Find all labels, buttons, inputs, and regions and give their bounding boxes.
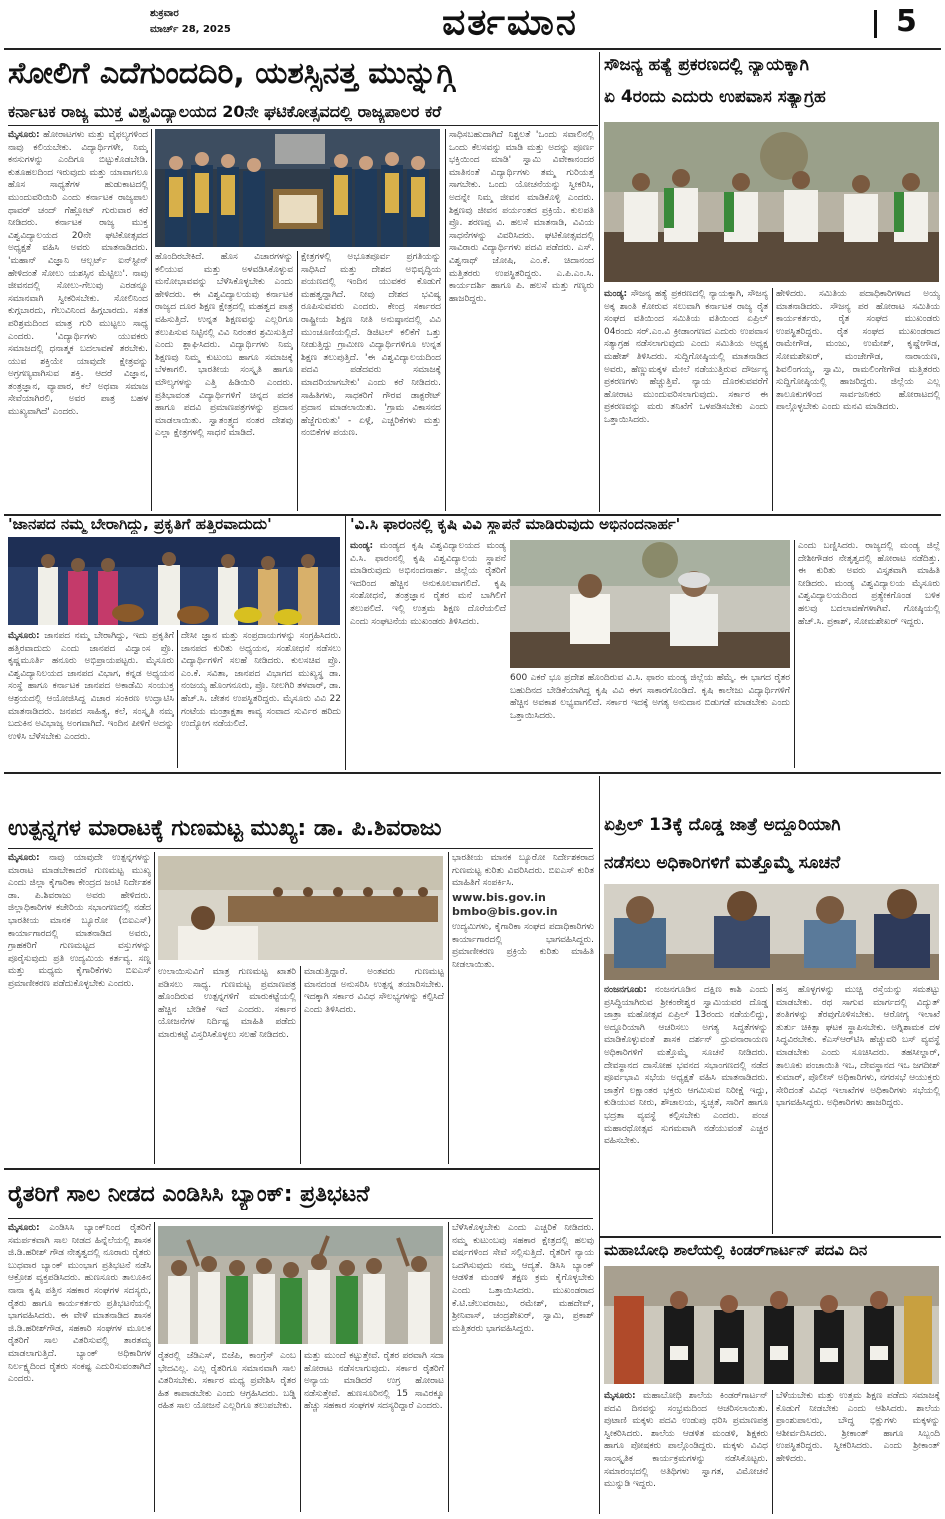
story1-col4 — [449, 129, 594, 511]
story1-subhead: ಕರ್ನಾಟಕ ರಾಜ್ಯ ಮುಕ್ತ ವಿಶ್ವವಿದ್ಯಾಲಯದ 20ನೇ ಘಟಿಕೋತ್ಸವದಲ್ಲಿ ರಾಜ್ಯಪಾಲರ ಕರೆ — [8, 102, 442, 121]
story1-divider-2 — [297, 251, 298, 511]
story5-col4-text: ಭಾರತೀಯ ಮಾನಕ ಬ್ಯೂರೋ ನಿರ್ದೇಶಕರಾದ ಗುಣಮಟ್ಟ ಕುರಿತು ವಿವರಿಸಿದರು. ಬಿಐಎಸ್ ಕುರಿತ ಮಾಹಿತಿಗೆ ಸಂಪರ್ಕಿಸಿ. — [452, 853, 594, 889]
story7-headline: ರೈತರಿಗೆ ಸಾಲ ನೀಡದ ಎಂಡಿಸಿಸಿ ಬ್ಯಾಂಕ್: ಪ್ರತಿಭಟನೆ — [8, 1182, 370, 1207]
story1-col3 — [301, 251, 441, 511]
story5-col2-text: ಉಲಾಯಿಸುವಿಗೆ ಮಾತ್ರ ಗುಣಮಟ್ಟ ಖಾತರಿ ಪಡಿಸಲು ಸಾಧ್ಯ. ಗುಣಮಟ್ಟ ಪ್ರಮಾಣಪತ್ರ ಹೊಂದಿರುವ ಉತ್ಪನ್ನಗಳಿಗೆ ಮಾರುಕಟ್ಟೆಯಲ್ಲಿ ಹೆಚ್ಚಿನ ಬೇಡಿಕೆ ಇದೆ ಎಂದರು. ಸರ್ಕಾರ ಯೋಜನೆಗಳ ನಿರ್ದಿಷ್ಟ ಮಾಹಿತಿ ಪಡೆದು ಮಾರುಕಟ್ಟೆ ವಿಸ್ತರಿಸಿಕೊಳ್ಳಲು ಸಲಹೆ ನೀಡಿದರು. — [158, 967, 296, 1040]
story4-col-right-text: ಎಂದು ಬಣ್ಣಿಸಿದರು. ರಾಜ್ಯದಲ್ಲಿ ಮಂಡ್ಯ ಜಿಲ್ಲೆ ದೇಶೀಗೌಡರ ನೇತೃತ್ವದಲ್ಲಿ ಹೋರಾಟ ನಡೆದಿತ್ತು. ಈ ಕುರಿತು ಅವರು ವಿಸ್ತೃತವಾಗಿ ಮಾಹಿತಿ ನೀಡಿದರು. ಮಂಡ್ಯ ವಿಶ್ವವಿದ್ಯಾಲಯ ಮೈಸೂರು ವಿಶ್ವವಿದ್ಯಾಲಯದಿಂದ ಪ್ರತ್ಯೇಕಗೊಂಡ ಬಳಿಕ ಹಲವು ಬದಲಾವಣೆಗಳಾಗಿವೆ. ಗೋಷ್ಠಿಯಲ್ಲಿ ಹೆಚ್.ಸಿ. ಪ್ರಕಾಶ್, ಸೋಮಶೇಖರ್ ಇದ್ದರು. — [798, 541, 940, 627]
story7-col1-text: ಎಂಡಿಸಿಸಿ ಬ್ಯಾಂಕ್‌ನಿಂದ ರೈತರಿಗೆ ಸಮರ್ಪಕವಾಗಿ ಸಾಲ ನೀಡದ ಹಿನ್ನೆಲೆಯಲ್ಲಿ ಶಾಸಕ ಜಿ.ಡಿ.ಹರೀಶ್ ಗೌಡ ನೇತೃತ್ವದಲ್ಲಿ ನೂರಾರು ರೈತರು ಬುಧವಾರ ಬ್ಯಾಂಕ್ ಮುಂಭಾಗ ಪ್ರತಿಭಟನೆ ನಡೆಸಿ ಆಕ್ರೋಶ ವ್ಯಕ್ತಪಡಿಸಿದರು. ಹುಣಸೂರು ತಾಲೂಕಿನ ನಾನಾ ಕೃಷಿ ಪತ್ತಿನ ಸಹಕಾರ ಸಂಘಗಳ ಸದಸ್ಯರು, ರೈತರು ಹಾಗೂ ಕಾರ್ಯಕರ್ತರು ಪ್ರತಿಭಟನೆಯಲ್ಲಿ ಭಾಗವಹಿಸಿದರು. ಈ ವೇಳೆ ಮಾತನಾಡಿದ ಶಾಸಕ ಜಿ.ಡಿ.ಹರೀಶ್‌ಗೌಡ, ಸಹಕಾರಿ ಸಂಘಗಳ ಮೂಲಕ ರೈತರಿಗೆ ಸಾಲ ವಿತರಿಸುವಲ್ಲಿ ತಾರತಮ್ಯ ಮಾಡಲಾಗುತ್ತಿದೆ. ಬ್ಯಾಂಕ್ ಅಧಿಕಾರಿಗಳ ನಿರ್ಲಕ್ಷ್ಯದಿಂದ ರೈತರು ಸಂಕಷ್ಟ ಎದುರಿಸುವಂತಾಗಿದೆ ಎಂದರು. — [8, 1223, 151, 1385]
kindergarten-photo — [604, 1266, 939, 1384]
header-date: ಮಾರ್ಚ್ 28, 2025 — [150, 24, 231, 35]
story7-dateline: ಮೈಸೂರು: — [8, 1223, 40, 1233]
protest-meeting-photo — [604, 122, 939, 282]
bis-workshop-photo-art — [158, 856, 443, 960]
story5-col4 — [452, 852, 594, 1164]
story8-divider — [772, 1390, 773, 1514]
story5-divider-1 — [154, 852, 155, 1164]
header-day: ಶುಕ್ರವಾರ — [150, 8, 179, 19]
story7-col3-text: ಮತ್ತು ಮುಂದೆ ಕಟ್ಟುತ್ತೇವೆ. ರೈತರ ಪರವಾಗಿ ಸದಾ ಹೋರಾಟ ನಡೆಸಲಾಗುವುದು. ಸರ್ಕಾರ ರೈತರಿಗೆ ಅನ್ಯಾಯ ಮಾಡಿದರೆ ಉಗ್ರ ಹೋರಾಟ ನಡೆಸುತ್ತೇವೆ. ಹುಣಸೂರಿನಲ್ಲಿ 15 ಸಾವಿರಕ್ಕೂ ಹೆಚ್ಚು ಸಹಕಾರ ಸಂಘಗಳ ಸದಸ್ಯರಿದ್ದಾರೆ ಎಂದರು. — [304, 1351, 444, 1412]
story5-dateline: ಮೈಸೂರು: — [8, 853, 40, 863]
story2-divider — [772, 288, 773, 511]
story8-headline: ಮಹಾಬೋಧಿ ಶಾಲೆಯಲ್ಲಿ ಕಿಂಡರ್‌ಗಾರ್ಟನ್ ಪದವಿ ದಿನ — [604, 1241, 868, 1259]
right-column-rule-mid — [599, 776, 600, 1236]
story1-col1 — [8, 129, 148, 511]
story2-headline-line1: ಸೌಜನ್ಯ ಹತ್ಯೆ ಪ್ರಕರಣದಲ್ಲಿ ನ್ಯಾಯಕ್ಕಾಗಿ — [604, 55, 809, 75]
story5-divider-3 — [448, 852, 449, 1164]
story8-col2 — [776, 1390, 940, 1514]
story1-col4-text: ಸಾಧಿಸಬಹುದಾಗಿದೆ ನಿಶ್ಚಲತೆ 'ಒಂದು ಸವಾಲಿನಲ್ಲಿ ಒಂದು ಕೆಲಸವನ್ನು ಮಾಡಿ ಮತ್ತು ಅದನ್ನು ಪೂರ್ಣ ಭಕ್ತಿಯಿಂದ ಮಾಡಿ' ಸ್ವಾಮಿ ವಿವೇಕಾನಂದರ ಮಾತಿನಂತೆ ವಿದ್ಯಾರ್ಥಿಗಳು ತಮ್ಮ ಗುರಿಯತ್ತ ಸಾಗಬೇಕು. ಒಂದು ಯೋಚನೆಯನ್ನು ಸ್ವೀಕರಿಸಿ, ಅದನ್ನೇ ನಿಮ್ಮ ಜೀವನ ಮಾಡಿಕೊಳ್ಳಿ ಎಂದರು. ಶಿಕ್ಷಣವು ಜೀವನ ಪರ್ಯಂತದ ಪ್ರಕ್ರಿಯೆ. ಕುಲಪತಿ ಪ್ರೊ. ಶರಣಪ್ಪ ವಿ. ಹಲಸೆ ಮಾತನಾಡಿ, ವಿವಿಯ ಸಾಧನೆಗಳನ್ನು ವಿವರಿಸಿದರು. ಘಟಿಕೋತ್ಸವದಲ್ಲಿ ಸಾವಿರಾರು ವಿದ್ಯಾರ್ಥಿಗಳು ಪದವಿ ಪಡೆದರು. ಎಸ್. ವಿಶ್ವನಾಥ್ ಜೋಷಿ, ಎಂ.ಕೆ. ಚಿದಾನಂದ ಮತ್ತಿತರರು ಉಪಸ್ಥಿತರಿದ್ದರು. ಎ.ಪಿ.ಎಂ.ಸಿ. ಕಾರ್ಯದರ್ಶಿ ಹಾಗೂ ಪಿ. ಹಲಸೆ ಮತ್ತು ಗಣ್ಯರು ಹಾಜರಿದ್ದರು. — [449, 130, 594, 304]
story6-col2 — [776, 984, 940, 1234]
story7-col1 — [8, 1222, 151, 1512]
story8-col2-text: ಬೆಳೆಯಬೇಕು ಮತ್ತು ಉತ್ತಮ ಶಿಕ್ಷಣ ಪಡೆದು ಸಮಾಜಕ್ಕೆ ಕೊಡುಗೆ ನೀಡಬೇಕು ಎಂದು ಆಶಿಸಿದರು. ಶಾಲೆಯ ಪ್ರಾಂಶುಪಾಲರು, ಬೌದ್ಧ ಭಿಕ್ಷುಗಳು ಮಕ್ಕಳನ್ನು ಆಶೀರ್ವದಿಸಿದರು. ಶ್ರೀಕಾಂತ್ ಹಾಗೂ ಸಿಬ್ಬಂದಿ ಉಪಸ್ಥಿತರಿದ್ದರು. ಸ್ವೀಕರಿಸಿದರು. ಎಂದು ಶ್ರೀಕಾಂತ್ ಹೇಳಿದರು. — [776, 1391, 940, 1464]
story7-col3 — [304, 1350, 444, 1512]
story7-col2 — [158, 1350, 296, 1512]
story4-left-rule — [345, 514, 346, 770]
kindergarten-photo-art — [604, 1266, 939, 1384]
story1-divider-1 — [151, 129, 152, 511]
story2-col2 — [776, 288, 940, 511]
story2-col1-text: ಸೌಜನ್ಯ ಹತ್ಯೆ ಪ್ರಕರಣದಲ್ಲಿ ನ್ಯಾಯಕ್ಕಾಗಿ, ಸೌಜನ್ಯ ಅಕ್ಕ ಶಾಂತಿ ಕೋರುವ ಸಲುವಾಗಿ ಕರ್ನಾಟಕ ರಾಜ್ಯ ರೈತ ಸಂಘದ ವತಿಯಿಂದ ಸಮಿತಿಯ ವತಿಯಿಂದ ಏಪ್ರಿಲ್ 04ರಂದು ಸರ್.ಎಂ.ವಿ ಕ್ರೀಡಾಂಗಣದ ಎದುರು ಉಪವಾಸ ಸತ್ಯಾಗ್ರಹ ನಡೆಸಲಾಗುವುದು ಎಂದು ಸಮಿತಿಯ ಅಧ್ಯಕ್ಷ ಮಹೇಶ್ ತಿಳಿಸಿದರು. ಸುದ್ದಿಗೋಷ್ಠಿಯಲ್ಲಿ ಮಾತನಾಡಿದ ಅವರು, ಹೆಣ್ಣುಮಕ್ಕಳ ಮೇಲೆ ನಡೆಯುತ್ತಿರುವ ದೌರ್ಜನ್ಯ ಪ್ರಕರಣಗಳು ಹೆಚ್ಚುತ್ತಿವೆ. ನ್ಯಾಯ ದೊರಕುವವರೆಗೆ ಹೋರಾಟ ಮುಂದುವರಿಸಲಾಗುವುದು. ಸರ್ಕಾರ ಈ ಪ್ರಕರಣವನ್ನು ಮರು ತನಿಖೆಗೆ ಒಳಪಡಿಸಬೇಕು ಎಂದು ಒತ್ತಾಯಿಸಿದರು. — [604, 289, 768, 425]
story8-dateline: ಮೈಸೂರು: — [604, 1391, 636, 1401]
right-column-rule-bottom — [599, 1236, 600, 1514]
page-number: 5 — [896, 4, 917, 39]
story5-rule — [8, 848, 593, 849]
story3-col1 — [8, 630, 174, 768]
jatre-meeting-photo — [604, 884, 939, 980]
story4-col-top — [350, 540, 506, 660]
story1-headline: ಸೋಲಿಗೆ ಎದೆಗುಂದದಿರಿ, ಯಶಸ್ಸಿನತ್ತ ಮುನ್ನುಗ್ಗಿ — [8, 56, 455, 91]
story1-subhead-rule — [8, 125, 598, 126]
story1-col1-text: ಹೋರಾಟಗಳು ಮತ್ತು ವೈಫಲ್ಯಗಳಿಂದ ನಾವು ಕಲಿಯಬೇಕು. ವಿದ್ಯಾರ್ಥಿಗಳೇ, ನಿಮ್ಮ ಕನಸುಗಳನ್ನು ಎಂದಿಗೂ ಬಿಟ್ಟುಕೊಡಬೇಡಿ. ಕುತೂಹಲದಿಂದ ಇರುವುದು ಮತ್ತು ಯಾವಾಗಲೂ ಹೊಸ ಸಾಧ್ಯತೆಗಳ ಹುಡುಕಾಟದಲ್ಲಿ ಮುಂದುವರಿಯಿರಿ ಎಂದು ಕರ್ನಾಟಕ ರಾಜ್ಯಪಾಲ ಥಾವರ್ ಚಂದ್ ಗೆಹ್ಲೋಟ್ ಗುರುವಾರ ಕರೆ ನೀಡಿದರು. ಕರ್ನಾಟಕ ರಾಜ್ಯ ಮುಕ್ತ ವಿಶ್ವವಿದ್ಯಾಲಯದ 20ನೇ ಘಟಿಕೋತ್ಸವದ ಅಧ್ಯಕ್ಷತೆ ವಹಿಸಿ ಅವರು ಮಾತನಾಡಿದರು. 'ಮಹಾನ್ ವಿಜ್ಞಾನಿ ಆಲ್ಬರ್ಟ್ ಐನ್‌ಸ್ಟೀನ್ ಹೇಳಿದಂತೆ ಸೋಲು ಯಶಸ್ಸಿನ ಮೆಟ್ಟಿಲು'. ನಾವು ಜೀವನದಲ್ಲಿ ಸೋಲು-ಗೆಲುವು ಎರಡನ್ನೂ ಸಮಾನವಾಗಿ ಸ್ವೀಕರಿಸಬೇಕು. ಸೋಲಿನಿಂದ ಕುಗ್ಗಬಾರದು, ಗೆಲುವಿನಿಂದ ಹಿಗ್ಗಬಾರದು. ಸತತ ಪರಿಶ್ರಮದಿಂದ ಮಾತ್ರ ಗುರಿ ಮುಟ್ಟಲು ಸಾಧ್ಯ ಎಂದರು. 'ವಿದ್ಯಾರ್ಥಿಗಳು ಯುವಕರು ಸಮಾಜದಲ್ಲಿ ಧನಾತ್ಮಕ ಬದಲಾವಣೆ ತರಬೇಕು. ಯುವ ಶಕ್ತಿಯೇ ಯಾವುದೇ ಕ್ಷೇತ್ರವನ್ನು ಅಗ್ರಗಣ್ಯವಾಗಿಸುವ ಶಕ್ತಿ. ಆದರೆ ವಿಜ್ಞಾನ, ತಂತ್ರಜ್ಞಾನ, ವ್ಯಾಪಾರ, ಕಲೆ ಅಥವಾ ಸಮಾಜ ಸೇವೆಯಾಗಿರಲಿ, ಅವರ ಪಾತ್ರ ಬಹಳ ಮುಖ್ಯವಾಗಿದೆ' ಎಂದರು. — [8, 130, 148, 418]
story3-divider — [177, 630, 178, 768]
story1-col3-text: ಕ್ಷೇತ್ರಗಳಲ್ಲಿ ಅಭೂತಪೂರ್ವ ಪ್ರಗತಿಯನ್ನು ಸಾಧಿಸಿದೆ ಮತ್ತು ದೇಶದ ಅಭಿವೃದ್ಧಿಯ ಪಯಣದಲ್ಲಿ ಇಂದಿನ ಯುವಕರ ಕೊಡುಗೆ ಮಹತ್ವದ್ದಾಗಿದೆ. ನೀವು ದೇಶದ ಭವಿಷ್ಯ ರೂಪಿಸುವವರು ಎಂದರು. ಕೇಂದ್ರ ಸರ್ಕಾರದ ರಾಷ್ಟ್ರೀಯ ಶಿಕ್ಷಣ ನೀತಿ ಅನುಷ್ಠಾನದಲ್ಲಿ ವಿವಿ ಮುಂಚೂಣಿಯಲ್ಲಿದೆ. ಡಿಜಿಟಲ್ ಕಲಿಕೆಗೆ ಒತ್ತು ನೀಡುತ್ತಿದ್ದು ಗ್ರಾಮೀಣ ವಿದ್ಯಾರ್ಥಿಗಳಿಗೂ ಉನ್ನತ ಶಿಕ್ಷಣ ತಲುಪುತ್ತಿದೆ. 'ಈ ವಿಶ್ವವಿದ್ಯಾಲಯದಿಂದ ಪದವಿ ಪಡೆದವರು ಸಮಾಜಕ್ಕೆ ಮಾದರಿಯಾಗಬೇಕು' ಎಂದು ಕರೆ ನೀಡಿದರು. ಸಾಹಿತಿಗಳು, ಸಾಧಕರಿಗೆ ಗೌರವ ಡಾಕ್ಟರೇಟ್ ಪ್ರದಾನ ಮಾಡಲಾಯಿತು. 'ಗ್ರಾಮ ವಿಕಾಸನದ ಹೆಜ್ಜೆಗುರುತು' - ಏಳ್ಗೆ, ಎಚ್ಚರಿಕೆಗಳು ಮತ್ತು ನಂಬಿಕೆಗಳ ಪಯಣ. — [301, 252, 441, 439]
convocation-photo — [155, 129, 440, 247]
jatre-meeting-photo-art — [604, 884, 939, 980]
story2-dateline: ಮಂಡ್ಯ: — [604, 289, 628, 299]
story5-col2 — [158, 966, 296, 1164]
vc-farm-photo — [510, 540, 790, 668]
convocation-photo-art — [155, 129, 440, 247]
story5-divider-2 — [300, 966, 301, 1164]
story7-divider-1 — [154, 1222, 155, 1512]
bank-protest-photo — [158, 1226, 443, 1344]
story6-headline-line1: ಏಪ್ರಿಲ್ 13ಕ್ಕೆ ದೊಡ್ಡ ಜಾತ್ರೆ ಅದ್ದೂರಿಯಾಗಿ — [604, 815, 841, 835]
story4-col-top-text: ಮಂಡ್ಯದ ಕೃಷಿ ವಿಶ್ವವಿದ್ಯಾಲಯದ ಮಂಡ್ಯ ವಿ.ಸಿ. ಫಾರಂನಲ್ಲಿ ಕೃಷಿ ವಿಶ್ವವಿದ್ಯಾಲಯ ಸ್ಥಾಪನೆ ಮಾಡಿರುವುದು ಅಭಿನಂದನಾರ್ಹ. ಜಿಲ್ಲೆಯ ರೈತರಿಗೆ ಇದರಿಂದ ಹೆಚ್ಚಿನ ಅನುಕೂಲವಾಗಲಿದೆ. ಕೃಷಿ ಸಂಶೋಧನೆ, ತಂತ್ರಜ್ಞಾನ ರೈತರ ಮನೆ ಬಾಗಿಲಿಗೆ ತಲುಪಲಿದೆ. ಇಲ್ಲಿ ಉತ್ತಮ ಶಿಕ್ಷಣ ದೊರೆಯಲಿದೆ ಎಂದು ಸಂಘಟನೆಯ ಮುಖಂಡರು ತಿಳಿಸಿದರು. — [350, 541, 506, 627]
story7-rule — [8, 1218, 593, 1219]
story4-col-mid — [510, 672, 790, 768]
story3-col2 — [181, 630, 341, 768]
story4-col-mid-text: 600 ಎಕರೆ ಭೂ ಪ್ರದೇಶ ಹೊಂದಿರುವ ವಿ.ಸಿ. ಫಾರಂ ಮಂಡ್ಯ ಜಿಲ್ಲೆಯ ಹೆಮ್ಮೆ. ಈ ಭಾಗದ ರೈತರ ಬಹುದಿನದ ಬೇಡಿಕೆಯಾಗಿದ್ದ ಕೃಷಿ ವಿವಿ ಈಗ ಸಾಕಾರಗೊಂಡಿದೆ. ಕೃಷಿ ಕಾಲೇಜು ವಿದ್ಯಾರ್ಥಿಗಳಿಗೆ ಹೆಚ್ಚಿನ ಅವಕಾಶ ಲಭ್ಯವಾಗಲಿದೆ. ಸರ್ಕಾರ ಇದಕ್ಕೆ ಅಗತ್ಯ ಅನುದಾನ ಬಿಡುಗಡೆ ಮಾಡಬೇಕು ಎಂದು ಒತ್ತಾಯಿಸಿದರು. — [510, 673, 790, 721]
story4-divider — [794, 540, 795, 768]
story5-col1 — [8, 852, 151, 1164]
story4-col-right — [798, 540, 940, 768]
page-number-marker-icon — [874, 10, 877, 38]
story4-dateline: ಮಂಡ್ಯ: — [350, 541, 374, 551]
story1-col2-text: ಹೊಂದಿರಬೇಕಿದೆ. ಹೊಸ ವಿಚಾರಗಳನ್ನು ಕಲಿಯುವ ಮತ್ತು ಅಳವಡಿಸಿಕೊಳ್ಳುವ ಮನೋಭಾವವನ್ನು ಬೆಳೆಸಿಕೊಳ್ಳಬೇಕು ಎಂದು ಹೇಳಿದರು. ಈ ವಿಶ್ವವಿದ್ಯಾಲಯವು ಕರ್ನಾಟಕ ರಾಜ್ಯದ ದೂರ ಶಿಕ್ಷಣ ಕ್ಷೇತ್ರದಲ್ಲಿ ಮಹತ್ವದ ಪಾತ್ರ ವಹಿಸುತ್ತಿದೆ. ಉನ್ನತ ಶಿಕ್ಷಣವನ್ನು ಎಲ್ಲರಿಗೂ ತಲುಪಿಸುವ ನಿಟ್ಟಿನಲ್ಲಿ ವಿವಿ ನಿರಂತರ ಶ್ರಮಿಸುತ್ತಿದೆ ಎಂದು ಶ್ಲಾಘಿಸಿದರು. ವಿದ್ಯಾರ್ಥಿಗಳು ನಿಮ್ಮ ಶಿಕ್ಷಣವು ನಿಮ್ಮ ಕುಟುಂಬ ಹಾಗೂ ಸಮಾಜಕ್ಕೆ ಬೆಳಕಾಗಲಿ. ಭಾರತೀಯ ಸಂಸ್ಕೃತಿ ಹಾಗೂ ಮೌಲ್ಯಗಳನ್ನು ಎತ್ತಿ ಹಿಡಿಯಿರಿ ಎಂದರು. ಪ್ರತಿಭಾವಂತ ವಿದ್ಯಾರ್ಥಿಗಳಿಗೆ ಚಿನ್ನದ ಪದಕ ಹಾಗೂ ಪದವಿ ಪ್ರಮಾಣಪತ್ರಗಳನ್ನು ಪ್ರದಾನ ಮಾಡಲಾಯಿತು. ಸ್ವಾತಂತ್ರ್ಯದ ನಂತರ ದೇಶವು ಎಲ್ಲಾ ಕ್ಷೇತ್ರಗಳಲ್ಲಿ ಸಾಧನೆ ಮಾಡಿದೆ. — [155, 252, 293, 439]
story2-col1 — [604, 288, 768, 511]
story3-dateline: ಮೈಸೂರು: — [8, 631, 40, 641]
story7-col4 — [452, 1222, 594, 1512]
story3-col1-text: ಜಾನಪದ ನಮ್ಮ ಬೇರಾಗಿದ್ದು, ಇದು ಪ್ರಕೃತಿಗೆ ಹತ್ತಿರವಾದುದು ಎಂದು ಜಾನಪದ ವಿದ್ವಾಂಸ ಪ್ರೊ. ಕೃಷ್ಣಮೂರ್ತಿ ಹನೂರು ಅಭಿಪ್ರಾಯಪಟ್ಟರು. ಮೈಸೂರು ವಿಶ್ವವಿದ್ಯಾನಿಲಯದ ಜಾನಪದ ವಿಭಾಗ, ಕನ್ನಡ ಅಧ್ಯಯನ ಸಂಸ್ಥೆ ಹಾಗೂ ಕರ್ನಾಟಕ ಜಾನಪದ ಅಕಾಡೆಮಿ ಸಂಯುಕ್ತ ಆಶ್ರಯದಲ್ಲಿ ಆಯೋಜಿಸಿದ್ದ ವಿಚಾರ ಸಂಕಿರಣ ಉದ್ಘಾಟಿಸಿ ಮಾತನಾಡಿದರು. ಜನಪದ ಸಾಹಿತ್ಯ, ಕಲೆ, ಸಂಸ್ಕೃತಿ ನಮ್ಮ ಬದುಕಿನ ಅವಿಭಾಜ್ಯ ಅಂಗವಾಗಿದೆ. ಇಂದಿನ ಪೀಳಿಗೆ ಅದನ್ನು ಉಳಿಸಿ ಬೆಳೆಸಬೇಕು ಎಂದರು. — [8, 631, 174, 742]
story6-col1-text: ನಂಜನಗೂಡಿನ ದಕ್ಷಿಣ ಕಾಶಿ ಎಂದು ಪ್ರಸಿದ್ಧಿಯಾಗಿರುವ ಶ್ರೀಕಂಠೇಶ್ವರ ಸ್ವಾಮಿಯವರ ದೊಡ್ಡ ಜಾತ್ರಾ ಮಹೋತ್ಸವ ಏಪ್ರಿಲ್ 13ರಂದು ನಡೆಯಲಿದ್ದು, ಅದ್ದೂರಿಯಾಗಿ ಆಚರಿಸಲು ಅಗತ್ಯ ಸಿದ್ಧತೆಗಳನ್ನು ಮಾಡಿಕೊಳ್ಳುವಂತೆ ಶಾಸಕ ದರ್ಶನ್ ಧ್ರುವನಾರಾಯಣ ಅಧಿಕಾರಿಗಳಿಗೆ ಮತ್ತೊಮ್ಮೆ ಸೂಚನೆ ನೀಡಿದರು. ದೇವಸ್ಥಾನದ ದಾಸೋಹ ಭವನದ ಸಭಾಂಗಣದಲ್ಲಿ ನಡೆದ ಪೂರ್ವಭಾವಿ ಸಭೆಯ ಅಧ್ಯಕ್ಷತೆ ವಹಿಸಿ ಮಾತನಾಡಿದರು. ಜಾತ್ರೆಗೆ ಲಕ್ಷಾಂತರ ಭಕ್ತರು ಆಗಮಿಸುವ ನಿರೀಕ್ಷೆ ಇದ್ದು, ಕುಡಿಯುವ ನೀರು, ಶೌಚಾಲಯ, ಸ್ವಚ್ಛತೆ, ಸಾರಿಗೆ ಹಾಗೂ ಭದ್ರತಾ ವ್ಯವಸ್ಥೆ ಕಲ್ಪಿಸಬೇಕು ಎಂದರು. ಪಂಚ ಮಹಾರಥೋತ್ಸವ ಸುಗಮವಾಗಿ ನಡೆಯುವಂತೆ ಎಚ್ಚರ ವಹಿಸಬೇಕು. — [604, 985, 768, 1147]
story3-headline: 'ಜಾನಪದ ನಮ್ಮ ಬೇರಾಗಿದ್ದು, ಪ್ರಕೃತಿಗೆ ಹತ್ತಿರವಾದುದು' — [8, 515, 272, 533]
masthead: ವರ್ತಮಾನ — [442, 2, 578, 43]
story6-col2-text: ಹಸ್ತ ಹೊಳ್ಳಗಳನ್ನು ಮುಚ್ಚಿ ರಸ್ತೆಯನ್ನು ಸಮತಟ್ಟು ಮಾಡಬೇಕು. ರಥ ಸಾಗುವ ಮಾರ್ಗದಲ್ಲಿ ವಿದ್ಯುತ್ ತಂತಿಗಳನ್ನು ತೆರವುಗೊಳಿಸಬೇಕು. ಆರೋಗ್ಯ ಇಲಾಖೆ ತುರ್ತು ಚಿಕಿತ್ಸಾ ಘಟಕ ಸ್ಥಾಪಿಸಬೇಕು. ಅಗ್ನಿಶಾಮಕ ದಳ ಸಿದ್ಧವಿರಬೇಕು. ಕೆಎಸ್ಆರ್‌ಟಿಸಿ ಹೆಚ್ಚುವರಿ ಬಸ್ ವ್ಯವಸ್ಥೆ ಮಾಡಬೇಕು ಎಂದು ಸೂಚಿಸಿದರು. ತಹಸೀಲ್ದಾರ್, ತಾಲೂಕು ಪಂಚಾಯಿತಿ ಇಒ, ದೇವಸ್ಥಾನದ ಇಒ ಜಗದೀಶ್ ಕುಮಾರ್, ಪೊಲೀಸ್ ಅಧಿಕಾರಿಗಳು, ನಗರಸಭೆ ಆಯುಕ್ತರು ಸೇರಿದಂತೆ ವಿವಿಧ ಇಲಾಖೆಗಳ ಅಧಿಕಾರಿಗಳು ಸಭೆಯಲ್ಲಿ ಭಾಗವಹಿಸಿದ್ದರು. ಅಧಿಕಾರಿಗಳು ಹಾಜರಿದ್ದರು. — [776, 985, 940, 1109]
header-rule — [4, 48, 941, 50]
story4-headline: 'ವಿ.ಸಿ ಫಾರಂನಲ್ಲಿ ಕೃಷಿ ವಿವಿ ಸ್ಥಾಪನೆ ಮಾಡಿರುವುದು ಅಭಿನಂದನಾರ್ಹ' — [350, 515, 681, 533]
bis-email: bmbo@bis.gov.in — [452, 905, 558, 919]
story2-col2-text: ಹೇಳಿದರು. ಸಮಿತಿಯ ಪದಾಧಿಕಾರಿಗಳಾದ ಅಯ್ಯ ಮಾತನಾಡಿದರು. ಸೌಜನ್ಯ ಪರ ಹೋರಾಟ ಸಮಿತಿಯ ಕಾರ್ಯಕರ್ತರು, ರೈತ ಸಂಘದ ಮುಖಂಡರು ಉಪಸ್ಥಿತರಿದ್ದರು. ರೈತ ಸಂಘದ ಮುಖಂಡರಾದ ರಾಮೇಗೌಡ, ಮಂಜು, ಉಮೇಶ್, ಕೃಷ್ಣೇಗೌಡ, ಸೋಮಶೇಖರ್, ಮಂಜೇಗೌಡ, ನಾರಾಯಣ, ಶಿವಲಿಂಗಯ್ಯ, ಸ್ವಾಮಿ, ರಾಮಲಿಂಗೇಗೌಡ ಮತ್ತಿತರರು ಸುದ್ದಿಗೋಷ್ಠಿಯಲ್ಲಿ ಹಾಜರಿದ್ದರು. ಜಿಲ್ಲೆಯ ಎಲ್ಲ ತಾಲೂಕುಗಳಿಂದ ಸಾರ್ವಜನಿಕರು ಹೋರಾಟದಲ್ಲಿ ಪಾಲ್ಗೊಳ್ಳಬೇಕು ಎಂದು ಮನವಿ ಮಾಡಿದರು. — [776, 289, 940, 413]
story1-col2 — [155, 251, 293, 511]
story6-headline-line2: ನಡೆಸಲು ಅಧಿಕಾರಿಗಳಿಗೆ ಮತ್ತೊಮ್ಮೆ ಸೂಚನೆ — [604, 853, 841, 873]
story7-divider-2 — [300, 1350, 301, 1512]
vc-farm-photo-art — [510, 540, 790, 668]
story5-col3-text: ಮಾಡುತ್ತಿದ್ದಾರೆ. ಅಂತವರು ಗುಣಮಟ್ಟ ಮಾನದಂಡ ಅನುಸರಿಸಿ ಉತ್ಪನ್ನ ತಯಾರಿಸಬೇಕು. ಇದಕ್ಕಾಗಿ ಸರ್ಕಾರ ವಿವಿಧ ಸೌಲಭ್ಯಗಳನ್ನು ಕಲ್ಪಿಸಿದೆ ಎಂದು ತಿಳಿಸಿದರು. — [304, 967, 444, 1015]
right-column-rule-top — [599, 52, 600, 512]
folk-event-photo — [8, 537, 340, 625]
story7-divider-3 — [448, 1222, 449, 1512]
story1-divider-3 — [445, 129, 446, 511]
story7-col2-text: ರೈತರಲ್ಲಿ ಜೆಡಿಎಸ್, ಬಿಜೆಪಿ, ಕಾಂಗ್ರೆಸ್ ಎಂಬ ಭೇದವಿಲ್ಲ. ಎಲ್ಲ ರೈತರಿಗೂ ಸಮಾನವಾಗಿ ಸಾಲ ವಿತರಿಸಬೇಕು. ಸರ್ಕಾರ ಮಧ್ಯ ಪ್ರವೇಶಿಸಿ ರೈತರ ಹಿತ ಕಾಪಾಡಬೇಕು ಎಂದು ಆಗ್ರಹಿಸಿದರು. ಬಡ್ಡಿ ರಹಿತ ಸಾಲ ಯೋಜನೆ ಎಲ್ಲರಿಗೂ ತಲುಪಬೇಕು. — [158, 1351, 296, 1412]
protest-meeting-photo-art — [604, 122, 939, 282]
rule-row3-right — [599, 1236, 941, 1238]
story3-col2-text: ದೇಸೀ ಜ್ಞಾನ ಮತ್ತು ಸಂಪ್ರದಾಯಗಳನ್ನು ಸಂಗ್ರಹಿಸಿದರು. ಜಾನಪದ ಕುರಿತು ಅಧ್ಯಯನ, ಸಂಶೋಧನೆ ನಡೆಸಲು ವಿದ್ಯಾರ್ಥಿಗಳಿಗೆ ಸಲಹೆ ನೀಡಿದರು. ಕುಲಸಚಿವ ಪ್ರೊ. ಎಂ.ಕೆ. ಸವಿತಾ, ಜಾನಪದ ವಿಭಾಗದ ಮುಖ್ಯಸ್ಥ ಡಾ. ನಂಜಯ್ಯ ಹೊಂಗನೂರು, ಪ್ರೊ. ನೀಲಗಿರಿ ತಳವಾರ್, ಡಾ. ಹೆಚ್.ಸಿ. ಚೇತನ ಉಪಸ್ಥಿತರಿದ್ದರು. ಮೈಸೂರು ವಿವಿ 22 ಗಂಟೆಯ ಮಂತ್ರಾಕ್ಷತಾ ಕಾವ್ಯ ಸಂವಾದ ಸುರ್ವಿರ ಹರಿದು ಉದ್ಯೋಗ ನಡೆಯಲಿದೆ. — [181, 631, 341, 730]
story6-dateline: ನಂಜನಗೂಡು: — [604, 985, 647, 995]
bis-website: www.bis.gov.in — [452, 890, 546, 904]
story5-col4b-text: ಉದ್ಯಮಿಗಳು, ಕೈಗಾರಿಕಾ ಸಂಘದ ಪದಾಧಿಕಾರಿಗಳು ಕಾರ್ಯಾಗಾರದಲ್ಲಿ ಭಾಗವಹಿಸಿದ್ದರು. ಪ್ರಮಾಣೀಕರಣ ಪ್ರಕ್ರಿಯೆ ಕುರಿತು ಮಾಹಿತಿ ನೀಡಲಾಯಿತು. — [452, 921, 594, 970]
bis-workshop-photo — [158, 856, 443, 960]
story6-divider — [772, 984, 773, 1234]
bank-protest-photo-art — [158, 1226, 443, 1344]
story6-col1 — [604, 984, 768, 1234]
story8-col1 — [604, 1390, 768, 1514]
story7-col4-text: ಬೆಳೆಸಿಕೊಳ್ಳಬೇಕು ಎಂದು ಎಚ್ಚರಿಕೆ ನೀಡಿದರು. ನಮ್ಮ ಕುಟುಂಬವು ಸಹಕಾರ ಕ್ಷೇತ್ರದಲ್ಲಿ ಹಲವು ವರ್ಷಗಳಿಂದ ಸೇವೆ ಸಲ್ಲಿಸುತ್ತಿದೆ. ರೈತರಿಗೆ ನ್ಯಾಯ ಒದಗಿಸುವುದು ನಮ್ಮ ಆದ್ಯತೆ. ಡಿಸಿಸಿ ಬ್ಯಾಂಕ್ ಆಡಳಿತ ಮಂಡಳಿ ತಕ್ಷಣ ಕ್ರಮ ಕೈಗೊಳ್ಳಬೇಕು ಎಂದು ಒತ್ತಾಯಿಸಿದರು. ಮುಖಂಡರಾದ ಕೆ.ಟಿ.ಚೆಲುವರಾಜು, ರಮೇಶ್, ಮಹದೇವ್, ಶ್ರೀನಿವಾಸ್, ಚಂದ್ರಶೇಖರ್, ಸ್ವಾಮಿ, ಪ್ರಕಾಶ್ ಮತ್ತಿತರರು ಭಾಗವಹಿಸಿದ್ದರು. — [452, 1223, 594, 1334]
folk-event-photo-art — [8, 537, 340, 625]
story5-col1-text: ನಾವು ಯಾವುದೇ ಉತ್ಪನ್ನಗಳನ್ನು ಮಾರಾಟ ಮಾಡಬೇಕಾದರೆ ಗುಣಮಟ್ಟ ಮುಖ್ಯ ಎಂದು ಜಿಲ್ಲಾ ಕೈಗಾರಿಕಾ ಕೇಂದ್ರದ ಜಂಟಿ ನಿರ್ದೇಶಕ ಡಾ. ಪಿ.ಶಿವರಾಜು ಅವರು ಹೇಳಿದರು. ಜಿಲ್ಲಾಧಿಕಾರಿಗಳ ಕಚೇರಿಯ ಸಭಾಂಗಣದಲ್ಲಿ ನಡೆದ ಭಾರತೀಯ ಮಾನಕ ಬ್ಯೂರೋ (ಬಿಐಎಸ್) ಕಾರ್ಯಾಗಾರದಲ್ಲಿ ಮಾತನಾಡಿದ ಅವರು, ಗ್ರಾಹಕರಿಗೆ ಗುಣಮಟ್ಟದ ವಸ್ತುಗಳನ್ನು ಪೂರೈಸುವುದು ಪ್ರತಿ ಉದ್ಯಮಿಯ ಕರ್ತವ್ಯ. ಸಣ್ಣ ಮತ್ತು ಮಧ್ಯಮ ಕೈಗಾರಿಕೆಗಳು ಬಿಐಎಸ್ ಪ್ರಮಾಣೀಕರಣ ಪಡೆದುಕೊಳ್ಳಬೇಕು ಎಂದರು. — [8, 853, 151, 989]
story5-col3 — [304, 966, 444, 1164]
rule-row2 — [4, 772, 941, 774]
rule-row3-left — [4, 1168, 599, 1170]
story8-col1-text: ಮಹಾಬೋಧಿ ಶಾಲೆಯ ಕಿಂಡರ್‌ಗಾರ್ಟನ್ ಪದವಿ ದಿನವನ್ನು ಸಂಭ್ರಮದಿಂದ ಆಚರಿಸಲಾಯಿತು. ಪುಟಾಣಿ ಮಕ್ಕಳು ಪದವಿ ಉಡುಪು ಧರಿಸಿ ಪ್ರಮಾಣಪತ್ರ ಸ್ವೀಕರಿಸಿದರು. ಶಾಲೆಯ ಆಡಳಿತ ಮಂಡಳಿ, ಶಿಕ್ಷಕರು ಹಾಗೂ ಪೋಷಕರು ಪಾಲ್ಗೊಂಡಿದ್ದರು. ಮಕ್ಕಳು ವಿವಿಧ ಸಾಂಸ್ಕೃತಿಕ ಕಾರ್ಯಕ್ರಮಗಳನ್ನು ನಡೆಸಿಕೊಟ್ಟರು. ಸಮಾರಂಭದಲ್ಲಿ ಅತಿಥಿಗಳು ಸ್ವಾಗತ, ವಿಮೋಚನೆ ಮುನ್ನುಡಿ ಇದ್ದರು. — [604, 1391, 768, 1490]
story5-headline: ಉತ್ಪನ್ನಗಳ ಮಾರಾಟಕ್ಕೆ ಗುಣಮಟ್ಟ ಮುಖ್ಯ: ಡಾ. ಪಿ.ಶಿವರಾಜು — [8, 816, 442, 841]
story1-dateline: ಮೈಸೂರು: — [8, 130, 40, 140]
story2-headline-line2: ಏ 4ರಂದು ಎದುರು ಉಪವಾಸ ಸತ್ಯಾಗ್ರಹ — [604, 87, 826, 107]
